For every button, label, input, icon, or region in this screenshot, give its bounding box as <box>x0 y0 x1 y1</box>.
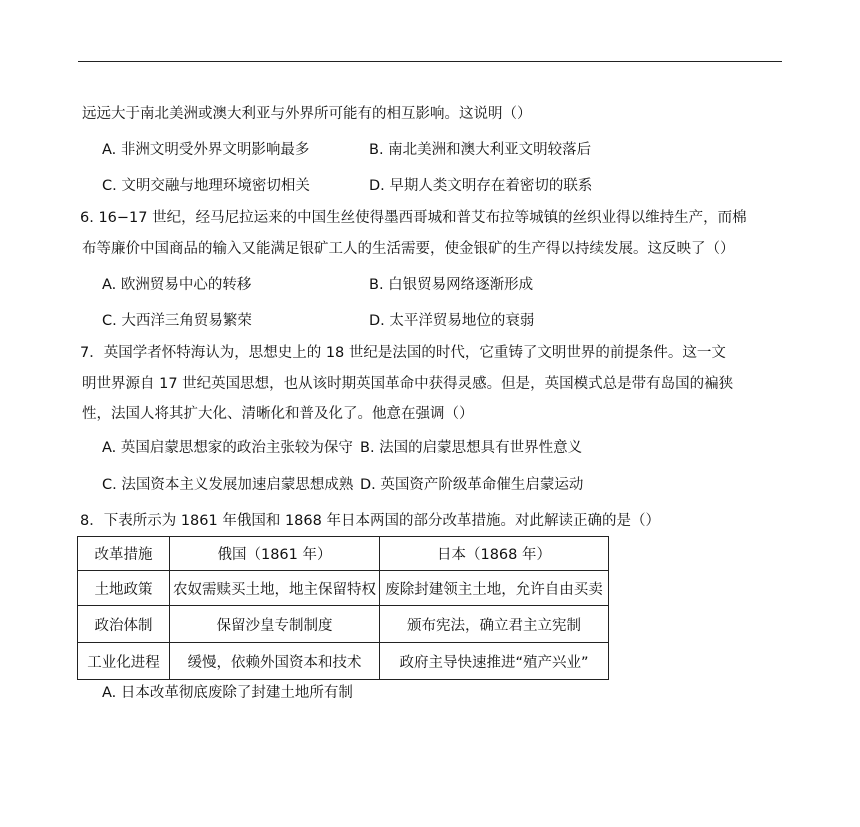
q7-option-b[interactable]: B. 法国的启蒙思想具有世界性意义 <box>360 440 583 456</box>
table-header-cell: 俄国（1861 年） <box>170 537 380 571</box>
reform-comparison-table <box>77 536 609 680</box>
table-header-cell: 日本（1868 年） <box>380 537 609 571</box>
q5-stem-tail: 远远大于南北美洲或澳大利亚与外界所可能有的相互影响。这说明（） <box>82 106 532 122</box>
table-row <box>78 643 609 680</box>
table-cell: 土地政策 <box>78 571 170 606</box>
q5-option-b[interactable]: B. 南北美洲和澳大利亚文明较落后 <box>369 142 592 158</box>
q7-stem-line2: 明世界源自 17 世纪英国思想，也从该时期英国革命中获得灵感。但是，英国模式总是带有岛国的褊狭 <box>82 376 734 392</box>
q7-stem-line1: 7．英国学者怀特海认为，思想史上的 18 世纪是法国的时代，它重铸了文明世界的前提条件。这一文 <box>80 345 726 361</box>
q7-stem-line3: 性，法国人将其扩大化、清晰化和普及化了。他意在强调（） <box>82 406 474 422</box>
table-cell: 废除封建领主土地，允许自由买卖 <box>380 571 609 606</box>
table-header-cell: 改革措施 <box>78 537 170 571</box>
table-header-row <box>78 537 609 571</box>
q6-option-d[interactable]: D. 太平洋贸易地位的衰弱 <box>369 313 535 329</box>
q5-option-a[interactable]: A. 非洲文明受外界文明影响最多 <box>102 142 310 158</box>
table-cell: 政治体制 <box>78 606 170 643</box>
table-cell: 颁布宪法，确立君主立宪制 <box>380 606 609 643</box>
q6-option-c[interactable]: C. 大西洋三角贸易繁荣 <box>102 313 252 329</box>
q8-stem: 8．下表所示为 1861 年俄国和 1868 年日本两国的部分改革措施。对此解读正确的是（） <box>80 513 660 529</box>
q5-option-d[interactable]: D. 早期人类文明存在着密切的联系 <box>369 178 593 194</box>
table-cell: 政府主导快速推进“殖产兴业” <box>380 643 609 680</box>
q8-option-a[interactable]: A. 日本改革彻底废除了封建土地所有制 <box>102 685 353 701</box>
q7-option-a[interactable]: A. 英国启蒙思想家的政治主张较为保守 <box>102 440 353 456</box>
q5-option-c[interactable]: C. 文明交融与地理环境密切相关 <box>102 178 310 194</box>
q7-option-d[interactable]: D. 英国资产阶级革命催生启蒙运动 <box>360 477 584 493</box>
q7-option-c[interactable]: C. 法国资本主义发展加速启蒙思想成熟 <box>102 477 354 493</box>
table-cell: 工业化进程 <box>78 643 170 680</box>
header-rule <box>78 61 782 62</box>
table-row <box>78 571 609 606</box>
table-cell: 保留沙皇专制制度 <box>170 606 380 643</box>
table-cell: 缓慢，依赖外国资本和技术 <box>170 643 380 680</box>
table-cell: 农奴需赎买土地，地主保留特权 <box>170 571 380 606</box>
q6-stem-line2: 布等廉价中国商品的输入又能满足银矿工人的生活需要，使金银矿的生产得以持续发展。这反映了（） <box>82 241 735 257</box>
q6-option-a[interactable]: A. 欧洲贸易中心的转移 <box>102 277 252 293</box>
q6-option-b[interactable]: B. 白银贸易网络逐渐形成 <box>369 277 534 293</box>
table-row <box>78 606 609 643</box>
q6-stem-line1: 6. 16−17 世纪，经马尼拉运来的中国生丝使得墨西哥城和普艾布拉等城镇的丝织业得以维持生产，而棉 <box>80 210 747 226</box>
